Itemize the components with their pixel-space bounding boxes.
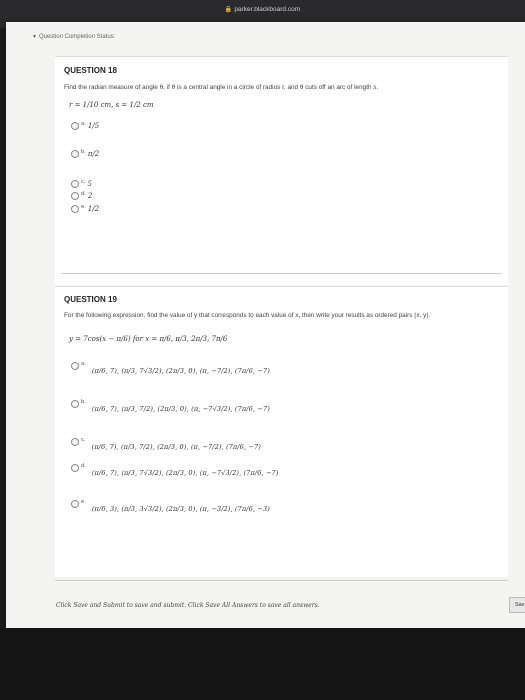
option-a[interactable] bbox=[71, 121, 99, 131]
option-letter: e. bbox=[81, 499, 86, 505]
option-value: (π/6, 7), (π/3, 7√3/2), (2π/3, 0), (π, −7/2), (7π/6, −7) bbox=[91, 367, 270, 375]
option-letter: a. bbox=[81, 121, 86, 127]
option-c[interactable] bbox=[71, 437, 261, 451]
option-d[interactable] bbox=[71, 191, 92, 201]
status-link-label: Question Completion Status: bbox=[38, 34, 116, 40]
question-completion-status[interactable] bbox=[32, 34, 115, 40]
option-value: 1/2 bbox=[87, 205, 100, 213]
save-and-submit-button[interactable]: Sav bbox=[509, 597, 525, 613]
option-e[interactable] bbox=[71, 499, 270, 513]
option-letter: b. bbox=[81, 149, 86, 155]
option-c[interactable] bbox=[71, 179, 92, 189]
option-letter: a. bbox=[81, 361, 86, 367]
desk-background bbox=[0, 628, 525, 700]
option-a[interactable] bbox=[71, 361, 270, 375]
option-value: (π/6, 3), (π/3, 3√3/2), (2π/3, 0), (π, −3/2), (7π/6, −3) bbox=[91, 505, 270, 513]
question-text: Find the radian measure of angle θ, if θ is a central angle in a circle of radius r, and θ cuts off an arc of length s. bbox=[64, 84, 379, 91]
radio-button[interactable] bbox=[71, 438, 79, 446]
question-19 bbox=[55, 286, 508, 577]
address-bar[interactable] bbox=[0, 6, 525, 13]
given-values: r = 1/10 cm, s = 1/2 cm bbox=[69, 101, 154, 109]
url-text: parker.blackboard.com bbox=[234, 6, 301, 13]
radio-button[interactable] bbox=[71, 180, 79, 188]
footer-divider bbox=[55, 580, 508, 581]
question-18 bbox=[55, 56, 508, 285]
question-text: For the following expression, find the value of y that corresponds to each value of x, then write your results as ordered pairs (x, y). bbox=[64, 312, 431, 319]
option-value: (π/6, 7), (π/3, 7/2), (2π/3, 0), (π, −7/2), (7π/6, −7) bbox=[91, 443, 261, 451]
question-title: QUESTION 19 bbox=[64, 295, 117, 304]
option-b[interactable] bbox=[71, 149, 99, 159]
divider bbox=[61, 273, 502, 274]
option-letter: c. bbox=[81, 179, 86, 185]
option-value: 2 bbox=[87, 192, 93, 200]
option-value: (π/6, 7), (π/3, 7/2), (2π/3, 0), (π, −7√3/2), (7π/6, −7) bbox=[91, 405, 270, 413]
radio-button[interactable] bbox=[71, 192, 79, 200]
option-letter: d. bbox=[81, 191, 86, 197]
footer-instructions: Click Save and Submit to save and submit. Click Save All Answers to save all answers. bbox=[56, 602, 320, 609]
option-letter: e. bbox=[81, 204, 86, 210]
radio-button[interactable] bbox=[71, 205, 79, 213]
option-value: (π/6, 7), (π/3, 7√3/2), (2π/3, 0), (π, −7√3/2), (7π/6, −7) bbox=[91, 469, 279, 477]
option-d[interactable] bbox=[71, 463, 278, 477]
radio-button[interactable] bbox=[71, 150, 79, 158]
option-e[interactable] bbox=[71, 204, 99, 214]
radio-button[interactable] bbox=[71, 362, 79, 370]
lock-icon: 🔒 bbox=[224, 7, 233, 13]
option-b[interactable] bbox=[71, 399, 270, 413]
option-value: π/2 bbox=[87, 150, 100, 158]
radio-button[interactable] bbox=[71, 500, 79, 508]
page bbox=[6, 22, 525, 628]
radio-button[interactable] bbox=[71, 400, 79, 408]
option-letter: d. bbox=[81, 463, 86, 469]
option-value: 5 bbox=[87, 180, 92, 188]
expression: y = 7cos(x − π/6) for x = π/6, π/3, 2π/3, 7π/6 bbox=[69, 335, 228, 343]
option-letter: c. bbox=[81, 437, 86, 443]
radio-button[interactable] bbox=[71, 464, 79, 472]
expand-triangle-icon: ▼ bbox=[32, 34, 37, 40]
option-value: 1/5 bbox=[87, 122, 100, 130]
radio-button[interactable] bbox=[71, 122, 79, 130]
option-letter: b. bbox=[81, 399, 86, 405]
question-title: QUESTION 18 bbox=[64, 66, 117, 75]
